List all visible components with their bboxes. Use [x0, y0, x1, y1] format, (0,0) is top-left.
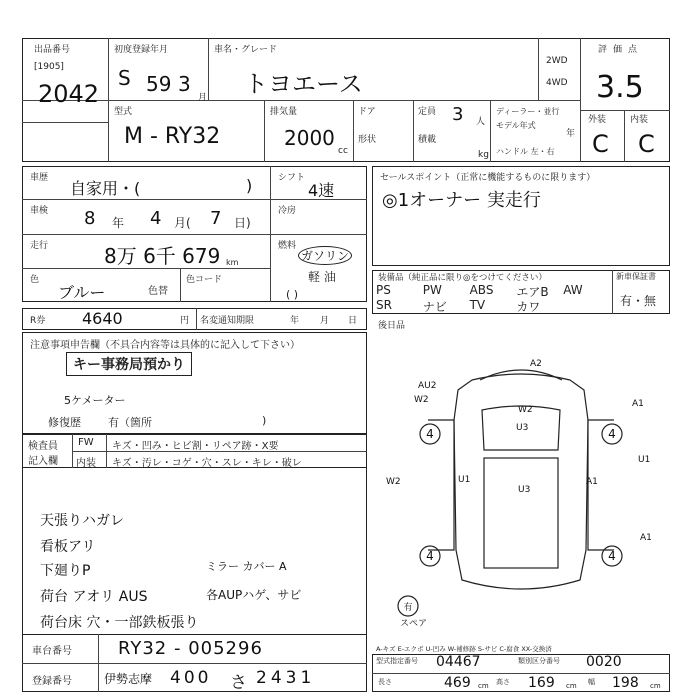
notice-year: 年 — [290, 316, 300, 326]
repaint-label: 色替 — [148, 286, 168, 297]
model-code: M - RY32 — [124, 124, 221, 149]
month-unit: 月 — [198, 93, 208, 103]
handwritten-note-right: 各AUPハゲ、サビ — [206, 588, 302, 602]
notice-label: 名変通知期限 — [200, 316, 255, 326]
cargo-bed — [484, 458, 558, 568]
car-diagram — [372, 350, 670, 630]
chassis-number: RY32 - 005296 — [118, 638, 263, 659]
selling-points-label: セールスポイント（正常に機能するものに限ります） — [380, 173, 596, 183]
equipment-item: TV — [469, 298, 486, 312]
equipment-item: AW — [563, 283, 583, 297]
note-line-1: 5ケメーター — [64, 394, 126, 407]
damage-mark: W2 — [518, 405, 533, 415]
cc-unit: cc — [338, 146, 348, 156]
registration-month: 3 — [178, 72, 191, 96]
repair-label: 修復歴 — [48, 416, 81, 429]
equipment-item: SR — [376, 298, 392, 312]
displacement-label: 排気量 — [270, 107, 298, 117]
equipment-label: 装備品（純正品に限り◎をつけてください） — [378, 273, 547, 283]
tire-mark: 4 — [426, 427, 434, 441]
name-grade-label: 車名・グレード — [214, 45, 278, 55]
registration-class: 400 — [170, 668, 212, 688]
persons-unit: 人 — [476, 117, 486, 127]
equipment-item: PS — [376, 283, 391, 297]
tire-mark: 4 — [426, 549, 434, 563]
handle-label: ハンドル 左・右 — [496, 147, 555, 156]
history-value: 自家用・( — [70, 179, 141, 198]
height-label: 高さ — [496, 678, 510, 686]
repair-close: ) — [262, 414, 267, 427]
damage-mark: U1 — [458, 475, 471, 485]
inspection-day-unit: 日) — [234, 216, 251, 230]
equipment-item: PW — [422, 283, 442, 297]
load-label: 積載 — [418, 135, 437, 145]
color-value: ブルー — [58, 283, 106, 302]
front-bumper — [480, 370, 562, 380]
color-label: 色 — [30, 275, 40, 285]
mileage: 8万 6千 679 — [104, 244, 221, 268]
category: 0020 — [586, 654, 622, 670]
equipment-row-2 — [376, 298, 610, 315]
drive-4wd: 4WD — [546, 78, 568, 88]
equipment-item: ABS — [469, 283, 494, 297]
tire-mark: 4 — [608, 549, 616, 563]
damage-mark: A2 — [530, 359, 542, 369]
equipment-item: ナビ — [422, 300, 447, 314]
exterior-grade: C — [592, 130, 609, 158]
score-label: 評価点 — [598, 45, 644, 55]
interior-label: 内装 — [630, 115, 649, 125]
kg-unit: kg — [478, 150, 489, 160]
type-designation: 04467 — [436, 654, 481, 670]
history-label: 車歴 — [30, 173, 49, 183]
exterior-items: キズ・凹み・ヒビ割・リペア跡・X要 — [112, 441, 279, 452]
year-unit: 年 — [566, 129, 576, 139]
inspection-year-unit: 年 — [112, 216, 125, 230]
shift-value: 4速 — [308, 181, 335, 200]
handwritten-note: 天張りハガレ — [40, 513, 124, 529]
handwritten-note-right: ミラー カバー A — [206, 560, 287, 573]
equipment-item: カワ — [516, 300, 541, 314]
rear-seat-label: 後日品 — [378, 321, 406, 331]
spare-label: スペア — [400, 619, 428, 629]
damage-mark: W2 — [386, 477, 401, 487]
recycle-row — [22, 308, 367, 330]
height: 169 — [528, 675, 555, 691]
drive-2wd: 2WD — [546, 56, 568, 66]
recycle-value: 4640 — [82, 309, 123, 328]
mileage-label: 走行 — [30, 241, 49, 251]
registration-region: 伊勢志摩 — [104, 672, 153, 686]
key-notice-stamp: キー事務局預かり — [66, 352, 192, 376]
km-unit: km — [226, 258, 239, 267]
handwritten-note: 荷台 アオリ AUS — [40, 589, 148, 605]
warranty-label: 新車保証書 — [616, 272, 656, 281]
lot-number-label: 出品番号 — [34, 45, 71, 55]
damage-mark: A1 — [640, 533, 652, 543]
width-label: 幅 — [588, 678, 595, 686]
handwritten-note: 看板アリ — [40, 539, 96, 555]
interior-label-short: 内装 — [76, 458, 96, 469]
registration-number: 2431 — [256, 668, 316, 688]
tire-mark: 4 — [608, 427, 616, 441]
handwritten-note: 下廻りP — [40, 563, 91, 579]
handwritten-note: 荷台床 穴・一部鉄板張り — [40, 615, 199, 631]
car-name: トヨエース — [244, 70, 363, 98]
fuel-diesel: 軽 油 — [308, 270, 336, 284]
first-registration-label: 初度登録年月 — [114, 45, 169, 55]
spare-mark: 有 — [403, 603, 413, 613]
shift-label: シフト — [278, 173, 306, 183]
width: 198 — [612, 675, 639, 691]
equipment-item: エアB — [516, 285, 549, 299]
chassis-label: 車台番号 — [32, 646, 72, 657]
notice-month: 月 — [320, 316, 330, 326]
yen-unit: 円 — [180, 316, 190, 326]
color-code-label: 色コード — [186, 275, 223, 285]
capacity: 3 — [452, 104, 464, 125]
model-year-label: モデル年式 — [496, 121, 536, 130]
inspection-month-unit: 月( — [174, 216, 191, 230]
ac-label: 冷房 — [278, 206, 297, 216]
width-unit: cm — [650, 682, 661, 690]
displacement: 2000 — [284, 126, 335, 150]
registration-year: 59 — [146, 72, 172, 96]
registration-label: 登録番号 — [32, 676, 72, 687]
score: 3.5 — [596, 70, 644, 105]
fuel-paren: ( ) — [286, 288, 299, 301]
length: 469 — [444, 675, 471, 691]
dealer-label: ディーラー・並行 — [496, 107, 560, 116]
exterior-label: 外装 — [588, 115, 607, 125]
doors-label: ドア — [358, 107, 376, 117]
fuel-label: 燃料 — [278, 241, 297, 251]
fw-label: FW — [78, 437, 94, 448]
shape-label: 形状 — [358, 135, 377, 145]
inspection-label: 車検 — [30, 206, 49, 216]
damage-mark: A1 — [586, 477, 598, 487]
history-paren: ) — [246, 176, 253, 195]
damage-mark: AU2 — [418, 381, 437, 391]
notes-label: 注意事項申告欄（不具合内容等は具体的に記入して下さい） — [30, 340, 300, 351]
lot-number: 2042 — [38, 80, 100, 108]
model-label: 型式 — [114, 107, 133, 117]
length-unit: cm — [478, 682, 489, 690]
inspector-label-2: 記入欄 — [28, 456, 58, 467]
interior-grade: C — [638, 130, 655, 158]
length-label: 長さ — [378, 678, 392, 686]
damage-mark: W2 — [414, 395, 429, 405]
damage-mark: U3 — [518, 485, 531, 495]
height-unit: cm — [566, 682, 577, 690]
lot-prefix: [1905] — [34, 62, 64, 72]
damage-legend: A-キズ E-エクボ U-凹み W-補修跡 S-サビ C-腐食 XX-交換済 — [376, 645, 552, 653]
interior-items: キズ・汚レ・コゲ・穴・スレ・キレ・破レ — [112, 458, 302, 469]
fuel-value: ガソリン — [298, 246, 352, 265]
inspection-month: 4 — [150, 208, 162, 229]
notice-day: 日 — [348, 316, 358, 326]
repair-value: 有（箇所 — [108, 416, 152, 429]
registration-era: S — [118, 66, 131, 90]
category-label: 類別区分番号 — [518, 657, 560, 665]
type-designation-label: 型式指定番号 — [376, 657, 418, 665]
damage-mark: U1 — [638, 455, 651, 465]
recycle-label: R券 — [30, 316, 46, 326]
damage-mark: U3 — [516, 423, 529, 433]
selling-points-value: ◎1オーナー 実走行 — [382, 190, 541, 211]
capacity-label: 定員 — [418, 107, 437, 117]
inspection-year: 8 — [84, 208, 96, 229]
registration-kana: さ — [230, 673, 247, 693]
inspector-label-1: 検査員 — [28, 441, 58, 452]
inspection-day: 7 — [210, 208, 222, 229]
warranty-value: 有・無 — [620, 294, 657, 308]
damage-mark: A1 — [632, 399, 644, 409]
